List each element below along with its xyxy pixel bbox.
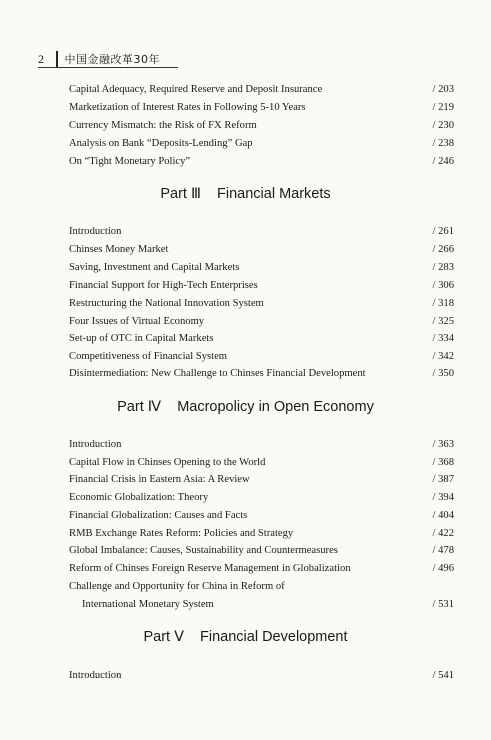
- entry-page: / 219: [432, 102, 454, 113]
- entry-title: Global Imbalance: Causes, Sustainability and Countermeasures: [69, 545, 338, 556]
- toc-entry[interactable]: [69, 436, 454, 453]
- part-heading: [0, 629, 491, 645]
- entry-title: Marketization of Interest Rates in Following 5-10 Years: [69, 102, 306, 113]
- entry-title: Analysis on Bank “Deposits-Lending” Gap: [69, 138, 253, 149]
- toc-entry[interactable]: [69, 241, 454, 258]
- running-header: [38, 50, 160, 68]
- entry-title: International Monetary System: [82, 599, 214, 610]
- toc-entry[interactable]: [69, 330, 454, 347]
- toc-entry[interactable]: [69, 313, 454, 330]
- entry-page: / 478: [432, 545, 454, 556]
- entry-title: Competitiveness of Financial System: [69, 351, 228, 362]
- entry-title: Financial Crisis in Eastern Asia: A Review: [69, 474, 250, 485]
- toc-entry[interactable]: [69, 525, 454, 542]
- entry-title: Restructuring the National Innovation System: [69, 298, 264, 309]
- entry-page: / 541: [432, 670, 454, 681]
- entry-title: Set-up of OTC in Capital Markets: [69, 333, 214, 344]
- toc-entry[interactable]: [69, 117, 454, 134]
- header-divider: [56, 51, 58, 67]
- entry-title: RMB Exchange Rates Reform: Policies and Strategy: [69, 528, 294, 539]
- entry-page: / 246: [432, 156, 454, 167]
- entry-page: / 238: [432, 138, 454, 149]
- part-title: Financial Development: [200, 629, 348, 645]
- part-title: Financial Markets: [217, 186, 331, 202]
- part-title: Macropolicy in Open Economy: [177, 399, 374, 415]
- entry-title: Disintermediation: New Challenge to Chinses Financial Development: [69, 368, 366, 379]
- entry-page: / 342: [432, 351, 454, 362]
- entry-page: / 203: [432, 84, 454, 95]
- toc-entry[interactable]: [69, 348, 454, 365]
- part-number: Part Ⅳ: [117, 399, 162, 415]
- part-number: Part Ⅴ: [143, 629, 184, 645]
- toc-entry[interactable]: [69, 153, 454, 170]
- header-underline: [38, 67, 178, 68]
- part-heading: [0, 186, 491, 202]
- entry-title: Currency Mismatch: the Risk of FX Reform: [69, 120, 257, 131]
- toc-entry[interactable]: [69, 81, 454, 98]
- toc-entry[interactable]: [69, 259, 454, 276]
- entry-title: Reform of Chinses Foreign Reserve Management in Globalization: [69, 563, 351, 574]
- entry-title: Capital Adequacy, Required Reserve and Deposit Insurance: [69, 84, 323, 95]
- entry-page: / 261: [432, 226, 454, 237]
- entry-page: / 325: [432, 316, 454, 327]
- entry-title: Financial Support for High-Tech Enterprises: [69, 280, 258, 291]
- toc-entry[interactable]: [69, 542, 454, 559]
- entry-page: / 422: [432, 528, 454, 539]
- book-title: 中国金融改革30年: [64, 53, 160, 66]
- entry-page: / 306: [432, 280, 454, 291]
- entry-title: Challenge and Opportunity for China in Reform of: [69, 581, 285, 592]
- toc-entry[interactable]: [69, 489, 454, 506]
- entry-page: / 531: [432, 599, 454, 610]
- entry-title: Introduction: [69, 670, 122, 681]
- toc-entry[interactable]: [69, 365, 454, 382]
- entry-title: Capital Flow in Chinses Opening to the World: [69, 457, 266, 468]
- toc-entry[interactable]: [69, 454, 454, 471]
- entry-page: / 368: [432, 457, 454, 468]
- toc-entry-continuation[interactable]: [69, 596, 454, 613]
- entry-title: Economic Globalization: Theory: [69, 492, 209, 503]
- toc-entry[interactable]: [69, 667, 454, 684]
- entry-title: Chinses Money Market: [69, 244, 169, 255]
- part-heading: [0, 399, 491, 415]
- toc-entry[interactable]: [69, 578, 454, 595]
- toc-entry[interactable]: [69, 560, 454, 577]
- toc-entry[interactable]: [69, 471, 454, 488]
- entry-page: / 404: [432, 510, 454, 521]
- entry-title: On “Tight Monetary Policy”: [69, 156, 191, 167]
- toc-entry[interactable]: [69, 135, 454, 152]
- toc-entry[interactable]: [69, 223, 454, 240]
- page-number: 2: [38, 51, 44, 66]
- entry-page: / 283: [432, 262, 454, 273]
- entry-page: / 230: [432, 120, 454, 131]
- entry-title: Financial Globalization: Causes and Facts: [69, 510, 248, 521]
- toc-entry[interactable]: [69, 295, 454, 312]
- entry-title: Introduction: [69, 226, 122, 237]
- entry-page: / 387: [432, 474, 454, 485]
- entry-title: Four Issues of Virtual Economy: [69, 316, 205, 327]
- entry-title: Saving, Investment and Capital Markets: [69, 262, 240, 273]
- entry-page: / 394: [432, 492, 454, 503]
- entry-page: / 266: [432, 244, 454, 255]
- entry-page: / 363: [432, 439, 454, 450]
- toc-entry[interactable]: [69, 507, 454, 524]
- toc-entry[interactable]: [69, 277, 454, 294]
- part-number: Part Ⅲ: [160, 186, 201, 202]
- entry-page: / 334: [432, 333, 454, 344]
- entry-page: / 350: [432, 368, 454, 379]
- toc-entry[interactable]: [69, 99, 454, 116]
- entry-title: Introduction: [69, 439, 122, 450]
- entry-page: / 318: [432, 298, 454, 309]
- entry-page: / 496: [432, 563, 454, 574]
